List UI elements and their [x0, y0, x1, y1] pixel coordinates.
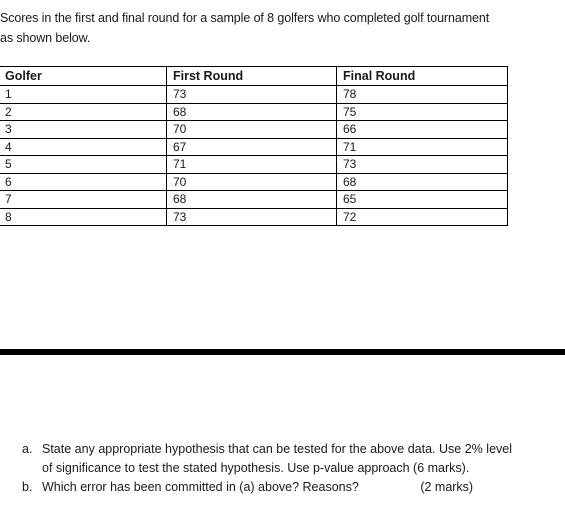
cell-first-round: 73 [167, 86, 337, 104]
table-row [0, 191, 508, 209]
cell-final-round: 72 [337, 208, 508, 226]
intro-line-1: Scores in the first and final round for a sample of 8 golfers who completed golf tournament [0, 11, 490, 25]
question-letter: a. [22, 442, 33, 456]
cell-golfer: 5 [0, 156, 167, 174]
cell-golfer: 3 [0, 121, 167, 139]
header-golfer: Golfer [0, 67, 167, 86]
question-list [22, 440, 512, 497]
cell-first-round: 73 [167, 208, 337, 226]
cell-first-round: 71 [167, 156, 337, 174]
intro-paragraph [0, 8, 565, 48]
cell-first-round: 70 [167, 173, 337, 191]
cell-final-round: 71 [337, 138, 508, 156]
cell-final-round: 68 [337, 173, 508, 191]
cell-first-round: 68 [167, 191, 337, 209]
table-row [0, 138, 508, 156]
cell-final-round: 65 [337, 191, 508, 209]
question-letter: b. [22, 480, 33, 494]
cell-final-round: 73 [337, 156, 508, 174]
cell-final-round: 75 [337, 103, 508, 121]
table-row [0, 208, 508, 226]
cell-golfer: 6 [0, 173, 167, 191]
cell-first-round: 67 [167, 138, 337, 156]
cell-final-round: 78 [337, 86, 508, 104]
question-item-b [22, 478, 512, 497]
intro-line-2: as shown below. [0, 31, 91, 45]
table-row [0, 121, 508, 139]
header-first-round: First Round [167, 67, 337, 86]
table-row [0, 156, 508, 174]
header-final-round: Final Round [337, 67, 508, 86]
scores-table [0, 66, 508, 226]
cell-first-round: 70 [167, 121, 337, 139]
question-marks: (2 marks) [420, 480, 474, 494]
cell-final-round: 66 [337, 121, 508, 139]
question-text-wrapper [42, 478, 512, 497]
table-row [0, 103, 508, 121]
question-item-a [22, 440, 512, 478]
cell-first-round: 68 [167, 103, 337, 121]
cell-golfer: 4 [0, 138, 167, 156]
question-text: State any appropriate hypothesis that can be tested for the above data. Use 2% level of significance to test the stated hypothesis. Use p-value approach (6 marks). [42, 442, 512, 475]
table-header-row [0, 67, 508, 86]
question-text: Which error has been committed in (a) above? Reasons? [42, 480, 359, 494]
cell-golfer: 7 [0, 191, 167, 209]
cell-golfer: 1 [0, 86, 167, 104]
table-row [0, 173, 508, 191]
cell-golfer: 2 [0, 103, 167, 121]
section-divider [0, 349, 565, 355]
cell-golfer: 8 [0, 208, 167, 226]
table-row [0, 86, 508, 104]
